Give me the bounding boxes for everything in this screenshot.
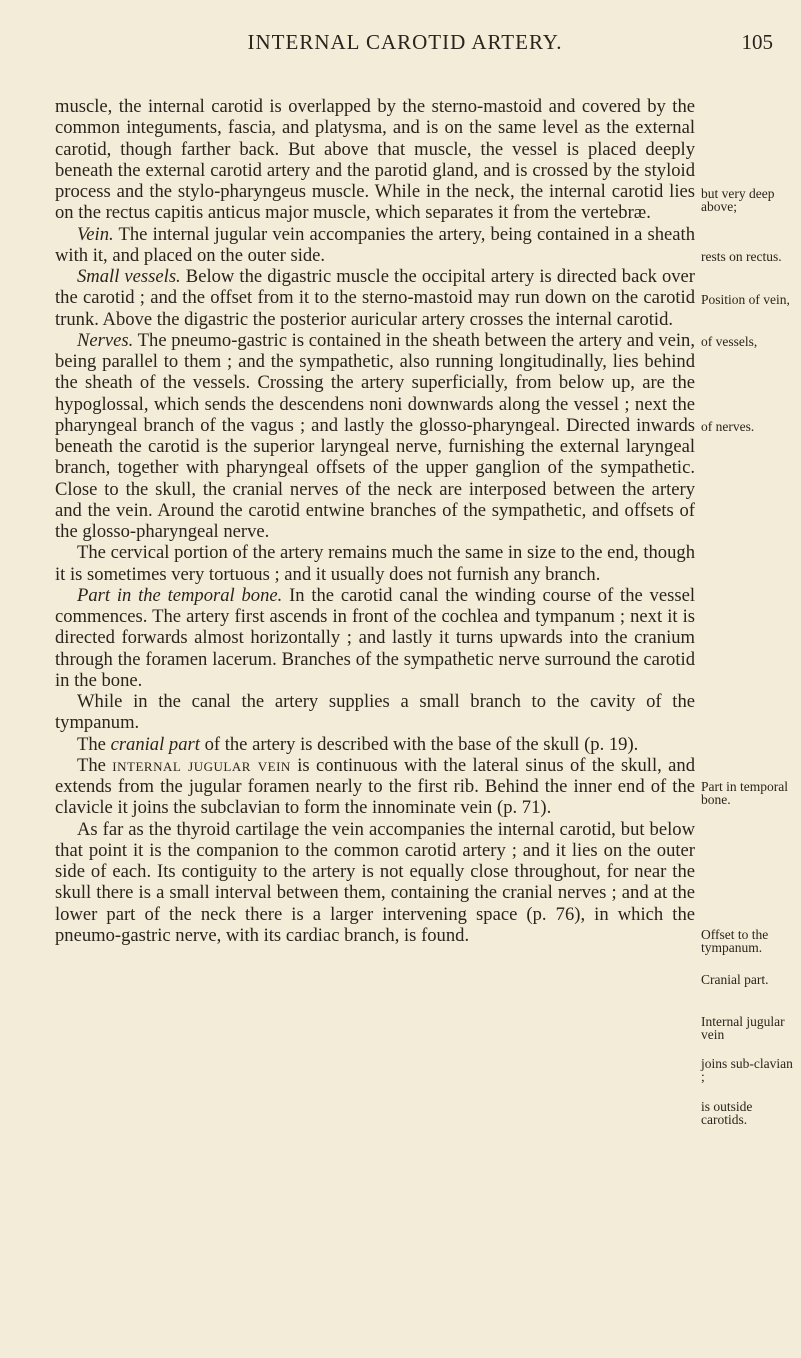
margin-note-of-nerves: of nerves. <box>701 419 755 434</box>
paragraph-thyroid <box>55 819 695 947</box>
margin-note-but-very-deep: but very deep above; <box>701 186 775 214</box>
paragraph-text: The cervical portion of the artery remains much the same in size to the end, though it is sometimes very tortuous ; and it usually does not furnish any branch. <box>55 542 695 585</box>
page-number: 105 <box>741 30 773 54</box>
paragraph-lead: internal jugular vein <box>112 754 291 776</box>
running-head <box>0 30 801 60</box>
margin-note-offset-to-tympanum: Offset to the tympanum. <box>701 927 769 955</box>
paragraph-text: While in the canal the artery supplies a small branch to the cavity of the tympanum. <box>55 691 695 734</box>
paragraph-lead: Nerves. <box>77 329 134 351</box>
paragraph-cervical-portion <box>55 542 695 585</box>
margin-note-internal-jugular-vein: Internal jugular vein <box>701 1014 785 1042</box>
paragraph-lead: cranial part <box>110 733 200 755</box>
paragraph-nerves <box>55 330 695 543</box>
paragraph-lead: Small vessels. <box>77 266 181 287</box>
paragraph-text: The pneumo-gastric is contained in the sheath between the artery and vein, being parallel to them ; and the sympathetic, also running longitudinally, lies behind the sheath of the vessels. Crossing the artery superficially, from below up, are the hypoglossal, which sends the descendens noni downwards along the vessel ; next the pharyngeal branch of the vagus ; and lastly the glosso-pharyngeal. Directed inwards beneath the carotid is the superior laryngeal nerve, furnishing the external laryngeal branch, together with pharyngeal offsets of the upper ganglion of the sympathetic. Close to the skull, the cranial nerves of the neck are interposed between the artery and the vein. Around the carotid entwine branches of the sympathetic, and offsets of the glosso-pharyngeal nerve. <box>55 329 695 542</box>
paragraph-tympanum-branch <box>55 691 695 734</box>
paragraph-temporal-bone <box>55 585 695 691</box>
paragraph-cranial-part <box>55 734 695 755</box>
margin-note-rests-on-rectus: rests on rectus. <box>701 249 782 264</box>
margin-note-of-vessels: of vessels, <box>701 334 758 349</box>
margin-note-outside-carotids: is outside carotids. <box>701 1099 753 1127</box>
paragraph-small-vessels <box>55 266 695 330</box>
paragraph-pre: The <box>77 754 113 776</box>
margin-note-position-of-vein: Position of vein, <box>701 292 790 307</box>
paragraph-pre: The <box>77 733 111 755</box>
paragraph-vein <box>55 224 695 267</box>
paragraph-text: Below the digastric muscle the occipital artery is directed back over the carotid ; and the offset from it to the sterno-mastoid may run down on the carotid trunk. Above the digastric the posterior auricular artery crosses the internal carotid. <box>55 266 695 330</box>
margin-note-part-in-temporal-bone: Part in temporal bone. <box>701 779 788 807</box>
margin-note-joins-subclavian: joins sub-clavian ; <box>701 1056 793 1084</box>
paragraph-internal-jugular <box>55 755 695 819</box>
body-text <box>55 96 695 946</box>
paragraph-text: of the artery is described with the base of the skull (p. 19). <box>199 733 639 755</box>
paragraph-text: As far as the thyroid cartilage the vein accompanies the internal carotid, but below that point it is the companion to the common carotid artery ; and it lies on the outer side of each. Its contiguity to the artery is not equally close throughout, for near the skull there is a small interval between them, containing the cranial nerves ; and at the lower part of the neck there is a larger intervening space (p. 76), in which the pneumo-gastric nerve, with its cardiac branch, is found. <box>55 818 695 946</box>
paragraph-muscle <box>55 96 695 224</box>
running-title: INTERNAL CAROTID ARTERY. <box>247 30 563 54</box>
paragraph-text: muscle, the internal carotid is overlapped by the sterno-mastoid and covered by the common integuments, fascia, and platysma, and is on the same level as the external carotid, though farther back. But above that muscle, the vessel is placed deeply beneath the external carotid artery and the parotid gland, and is crossed by the styloid process and the stylo-pharyngeus muscle. While in the neck, the internal carotid lies on the rectus capitis anticus major muscle, which separates it from the vertebræ. <box>55 96 695 224</box>
paragraph-text: The internal jugular vein accompanies the artery, being contained in a sheath with it, and placed on the outer side. <box>55 223 695 266</box>
paragraph-text: In the carotid canal the winding course of the vessel commences. The artery first ascends in front of the cochlea and tympanum ; next it is directed forwards almost horizontally ; and lastly it turns upwards into the cranium through the foramen lacerum. Branches of the sympathetic nerve surround the carotid in the bone. <box>55 584 695 691</box>
paragraph-lead: Vein. <box>77 223 114 245</box>
margin-note-cranial-part: Cranial part. <box>701 972 769 987</box>
paragraph-text: is continuous with the lateral sinus of the skull, and extends from the jugular foramen nearly to the first rib. Behind the inner end of the clavicle it joins the subclavian to form the innominate vein (p. 71). <box>55 754 695 819</box>
paragraph-lead: Part in the temporal bone. <box>77 584 283 606</box>
